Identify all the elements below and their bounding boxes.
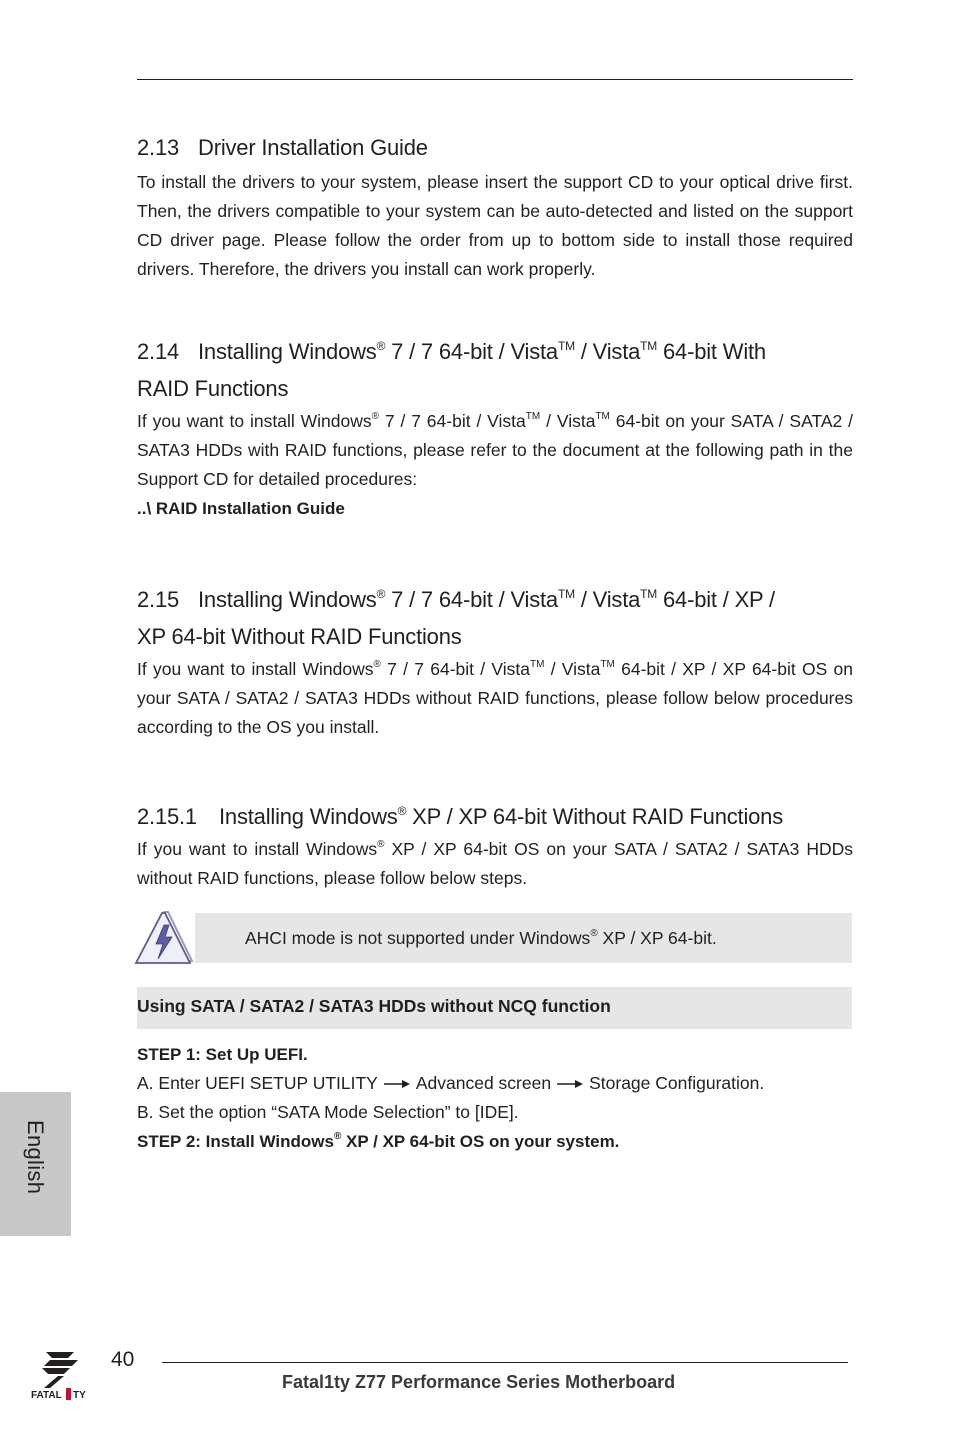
page-number: 40 — [111, 1348, 135, 1371]
step2-title: STEP 2: Install Windows® XP / XP 64-bit OS on your system. — [137, 1131, 620, 1151]
language-tab — [0, 1092, 71, 1236]
note-text: AHCI mode is not supported under Windows® XP / XP 64-bit. — [245, 928, 717, 948]
section-body: To install the drivers to your system, please insert the support CD to your optical drive first. Then, the drivers compatible to your system can be auto-detected and listed on the support CD driver page. Please follow the order from up to bottom side to install those required drivers. Therefore, the drivers you install can work properly. — [137, 172, 853, 279]
subsection-bar-title: Using SATA / SATA2 / SATA3 HDDs without NCQ function — [137, 996, 611, 1016]
step-b: B. Set the option “SATA Mode Selection” to [IDE]. — [137, 1102, 519, 1122]
section-heading-line2: XP 64-bit Without RAID Functions — [137, 624, 462, 649]
arrow-right-icon — [557, 1079, 583, 1089]
section-heading: 2.15.1 Installing Windows® XP / XP 64-bit Without RAID Functions — [137, 803, 784, 829]
footer-title: Fatal1ty Z77 Performance Series Motherboard — [282, 1372, 676, 1392]
step-a: A. Enter UEFI SETUP UTILITY Advanced screen Storage Configuration. — [137, 1073, 765, 1093]
svg-text:FATAL: FATAL — [31, 1390, 62, 1401]
section-2-14 — [137, 333, 853, 523]
steps — [137, 1040, 853, 1156]
arrow-right-icon — [384, 1079, 410, 1089]
section-body: If you want to install Windows® XP / XP 64-bit OS on your SATA / SATA2 / SATA3 HDDs without RAID functions, please follow below steps. — [137, 839, 853, 888]
note-box — [195, 913, 852, 963]
fatal1ty-logo — [28, 1346, 108, 1404]
support-cd-path: ..\ RAID Installation Guide — [137, 499, 345, 518]
warning-lightning-icon — [134, 909, 194, 965]
section-2-15-1 — [137, 798, 853, 893]
language-tab-label: English — [23, 1120, 48, 1195]
section-body: If you want to install Windows® 7 / 7 64-bit / Vista™ / Vista™ 64-bit / XP / XP 64-bit OS on your SATA / SATA2 / SATA3 HDDs without RAID functions, please follow below procedures according to the OS you install. — [137, 659, 853, 737]
section-body: If you want to install Windows® 7 / 7 64-bit / Vista™ / Vista™ 64-bit on your SATA / SATA2 / SATA3 HDDs with RAID functions, please refer to the document at the following path in the Support CD for detailed procedures: — [137, 411, 853, 489]
section-2-13 — [137, 129, 853, 284]
top-rule — [137, 79, 853, 80]
svg-text:TY: TY — [73, 1390, 86, 1401]
subsection-bar — [137, 987, 852, 1029]
section-2-15 — [137, 581, 853, 742]
section-heading: 2.15 Installing Windows® 7 / 7 64-bit / Vista™ / Vista™ 64-bit / XP / — [137, 586, 775, 612]
footer-rule — [162, 1362, 848, 1363]
section-heading: 2.13 Driver Installation Guide — [137, 135, 428, 160]
step1-title: STEP 1: Set Up UEFI. — [137, 1045, 308, 1064]
section-heading: 2.14 Installing Windows® 7 / 7 64-bit / Vista™ / Vista™ 64-bit With — [137, 338, 766, 364]
section-heading-line2: RAID Functions — [137, 376, 289, 401]
